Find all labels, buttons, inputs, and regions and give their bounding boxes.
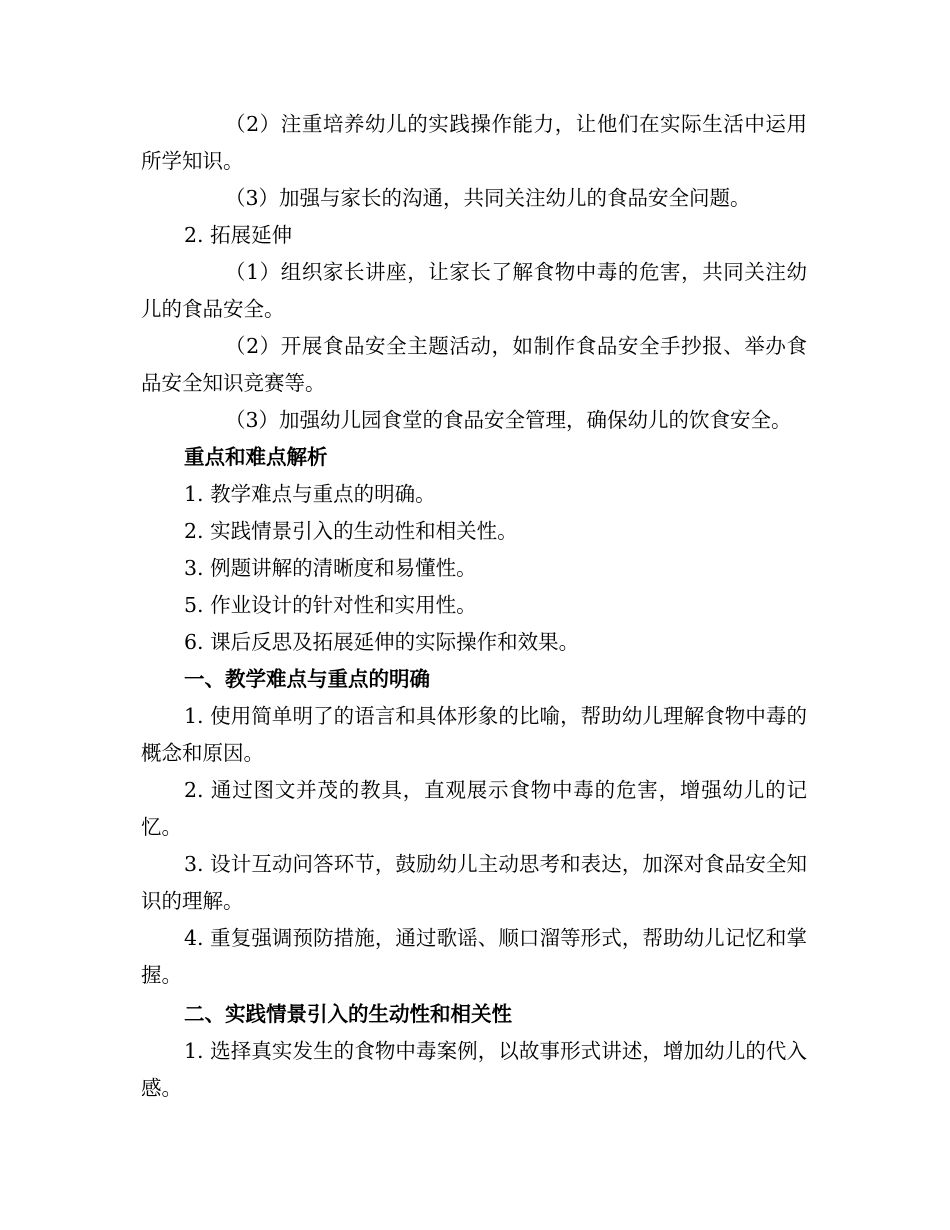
list-item: 4. 重复强调预防措施，通过歌谣、顺口溜等形式，帮助幼儿记忆和掌握。 <box>141 926 807 987</box>
paragraph: （2）注重培养幼儿的实践操作能力，让他们在实际生活中运用所学知识。 <box>141 112 807 173</box>
list-item: 5. 作业设计的针对性和实用性。 <box>184 593 477 617</box>
section-heading: 重点和难点解析 <box>184 445 328 469</box>
list-item: 6. 课后反思及拓展延伸的实际操作和效果。 <box>184 630 580 654</box>
section-heading: 二、实践情景引入的生动性和相关性 <box>184 1002 512 1026</box>
list-item: 2. 拓展延伸 <box>184 223 293 247</box>
list-item: 1. 选择真实发生的食物中毒案例，以故事形式讲述，增加幼儿的代入感。 <box>141 1039 807 1100</box>
list-item: 3. 设计互动问答环节，鼓励幼儿主动思考和表达，加深对食品安全知识的理解。 <box>141 852 807 913</box>
list-item: 2. 通过图文并茂的教具，直观展示食物中毒的危害，增强幼儿的记忆。 <box>141 778 807 839</box>
paragraph: （1）组织家长讲座，让家长了解食物中毒的危害，共同关注幼儿的食品安全。 <box>141 260 807 321</box>
paragraph: （3）加强幼儿园食堂的食品安全管理，确保幼儿的饮食安全。 <box>225 408 792 432</box>
paragraph: （3）加强与家长的沟通，共同关注幼儿的食品安全问题。 <box>225 186 751 210</box>
list-item: 2. 实践情景引入的生动性和相关性。 <box>184 519 518 543</box>
section-heading: 一、教学难点与重点的明确 <box>184 667 430 691</box>
list-item: 1. 教学难点与重点的明确。 <box>184 482 436 506</box>
list-item: 1. 使用简单明了的语言和具体形象的比喻，帮助幼儿理解食物中毒的概念和原因。 <box>141 704 807 765</box>
list-item: 3. 例题讲解的清晰度和易懂性。 <box>184 556 477 580</box>
document-page <box>141 106 807 1107</box>
paragraph: （2）开展食品安全主题活动，如制作食品安全手抄报、举办食品安全知识竞赛等。 <box>141 334 807 395</box>
